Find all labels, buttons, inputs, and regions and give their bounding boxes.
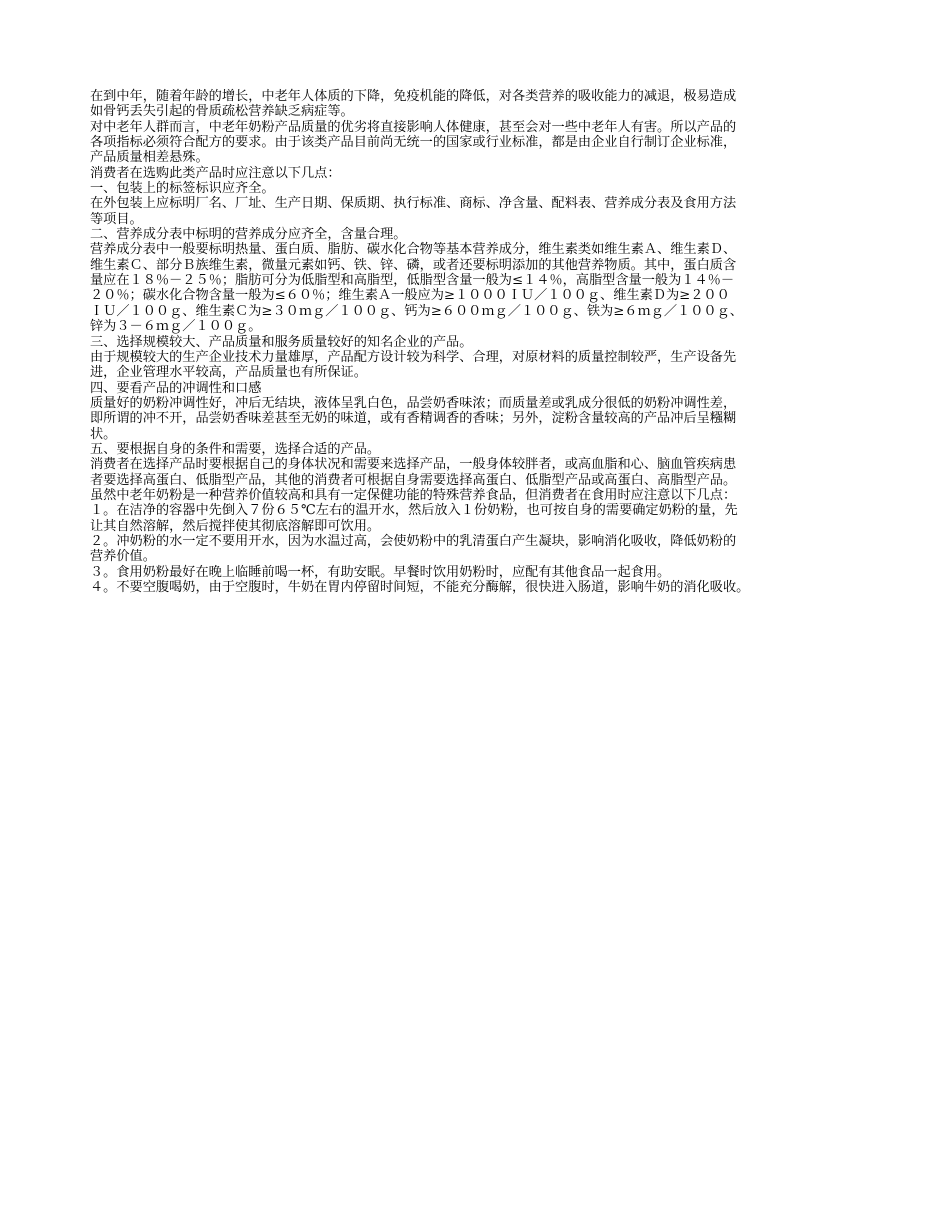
text-line: ３。食用奶粉最好在晚上临睡前喝一杯，有助安眠。早餐时饮用奶粉时，应配有其他食品一起食用。 bbox=[90, 564, 671, 580]
section-heading-4 bbox=[90, 381, 865, 396]
text-line: 锌为３－６ｍｇ／１００ｇ。 bbox=[90, 319, 262, 335]
text-line: 由于规模较大的生产企业技术力量雄厚，产品配方设计较为科学、合理，对原材料的质量控制较严，生产设备先 bbox=[90, 349, 737, 365]
section-heading-3 bbox=[90, 335, 865, 350]
list-item-2 bbox=[90, 534, 865, 565]
paragraph-solubility bbox=[90, 396, 865, 442]
paragraph-choice bbox=[90, 457, 865, 488]
text-line: 消费者在选购此类产品时应注意以下几点： bbox=[90, 165, 341, 181]
paragraph-usage-intro bbox=[90, 488, 865, 503]
list-item-4 bbox=[90, 580, 865, 595]
paragraph-attention bbox=[90, 166, 865, 181]
text-line: 在到中年，随着年龄的增长，中老年人体质的下降，免疫机能的降低，对各类营养的吸收能力的减退，极易造成 bbox=[90, 89, 737, 104]
text-line: 四、要看产品的冲调性和口感 bbox=[90, 380, 262, 396]
section-heading-2 bbox=[90, 227, 865, 242]
text-line: 如骨钙丢失引起的骨质疏松营养缺乏病症等。 bbox=[90, 104, 354, 120]
text-line: 状。 bbox=[90, 426, 117, 442]
text-line: 等项目。 bbox=[90, 211, 143, 227]
text-line: 让其自然溶解，然后搅拌使其彻底溶解即可饮用。 bbox=[90, 518, 381, 534]
text-line: 一、包装上的标签标识应齐全。 bbox=[90, 181, 275, 197]
text-line: 对中老年人群而言，中老年奶粉产品质量的优劣将直接影响人体健康，甚至会对一些中老年人有害。所以产品的 bbox=[90, 119, 737, 135]
text-line: 消费者在选择产品时要根据自己的身体状况和需要来选择产品，一般身体较胖者，或高血脂和心、脑血管疾病患 bbox=[90, 457, 737, 473]
paragraph-label bbox=[90, 196, 865, 227]
section-heading-1 bbox=[90, 181, 865, 196]
paragraph-intro bbox=[90, 89, 865, 120]
text-line: ２。冲奶粉的水一定不要用开水，因为水温过高，会使奶粉中的乳清蛋白产生凝块，影响消化吸收，降低奶粉的 bbox=[90, 533, 737, 549]
text-line: 量应在１８％－２５％；脂肪可分为低脂型和高脂型，低脂型含量一般为≤１４％，高脂型含量一般为１４％－ bbox=[90, 273, 735, 289]
text-line: 质量好的奶粉冲调性好，冲后无结块，液体呈乳白色，品尝奶香味浓；而质量差或乳成分很低的奶粉冲调性差， bbox=[90, 395, 737, 411]
paragraph-nutrition bbox=[90, 242, 865, 334]
text-line: 维生素Ｃ、部分Ｂ族维生素，微量元素如钙、铁、锌、磷，或者还要标明添加的其他营养物质。其中，蛋白质含 bbox=[90, 257, 737, 273]
text-line: 营养价值。 bbox=[90, 549, 156, 565]
text-line: 五、要根据自身的条件和需要，选择合适的产品。 bbox=[90, 441, 381, 457]
text-line: １。在洁净的容器中先倒入７份６５℃左右的温开水，然后放入１份奶粉，也可按自身的需要确定奶粉的量，先 bbox=[90, 503, 738, 519]
list-item-3 bbox=[90, 565, 865, 580]
text-line: ＩＵ／１００ｇ、维生素Ｃ为≥３０ｍｇ／１００ｇ、钙为≥６００ｍｇ／１００ｇ、铁为≥６ｍｇ／１００ｇ、 bbox=[90, 303, 743, 319]
list-item-1 bbox=[90, 503, 865, 534]
text-line: 虽然中老年奶粉是一种营养价值较高和具有一定保健功能的特殊营养食品，但消费者在食用时应注意以下几点： bbox=[90, 487, 737, 503]
text-line: 各项指标必须符合配方的要求。由于该类产品目前尚无统一的国家或行业标准，都是由企业自行制订企业标准， bbox=[90, 135, 737, 151]
paragraph-quality bbox=[90, 120, 865, 166]
text-line: 二、营养成分表中标明的营养成分应齐全，含量合理。 bbox=[90, 227, 407, 243]
document-body bbox=[90, 89, 865, 595]
text-line: 进，企业管理水平较高，产品质量也有所保证。 bbox=[90, 365, 367, 381]
section-heading-5 bbox=[90, 442, 865, 457]
text-line: ４。不要空腹喝奶，由于空腹时，牛奶在胃内停留时间短，不能充分酶解，很快进入肠道，影响牛奶的消化吸收。 bbox=[90, 580, 750, 595]
text-line: 者要选择高蛋白、低脂型产品，其他的消费者可根据自身需要选择高蛋白、低脂型产品或高蛋白、高脂型产品。 bbox=[90, 472, 737, 488]
text-line: ２０％；碳水化合物含量一般为≤６０％；维生素Ａ一般应为≥１０００ＩＵ／１００ｇ、维生素Ｄ为≥２００ bbox=[90, 288, 730, 304]
text-line: 即所谓的冲不开，品尝奶香味差甚至无奶的味道，或有香精调香的香味；另外，淀粉含量较高的产品冲后呈糨糊 bbox=[90, 411, 737, 427]
paragraph-enterprise bbox=[90, 350, 865, 381]
text-line: 营养成分表中一般要标明热量、蛋白质、脂肪、碳水化合物等基本营养成分，维生素类如维生素Ａ、维生素Ｄ、 bbox=[90, 242, 737, 258]
text-line: 三、选择规模较大、产品质量和服务质量较好的知名企业的产品。 bbox=[90, 334, 473, 350]
text-line: 在外包装上应标明厂名、厂址、生产日期、保质期、执行标准、商标、净含量、配料表、营养成分表及食用方法 bbox=[90, 196, 737, 212]
text-line: 产品质量相差悬殊。 bbox=[90, 150, 209, 166]
